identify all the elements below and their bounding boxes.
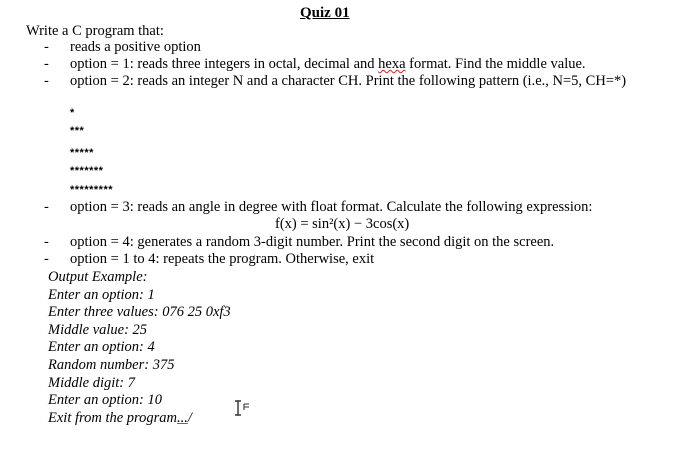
output-line: Enter three values: 076 25 0xf3 <box>48 304 231 321</box>
list-item-text <box>70 56 684 73</box>
pattern-row: ******* <box>70 165 104 177</box>
misspelled-word: hexa <box>378 56 406 72</box>
output-line <box>48 410 231 428</box>
list-item-text: option = 1 to 4: repeats the program. Otherwise, exit <box>70 251 375 267</box>
ellipsis: ... <box>177 409 188 426</box>
output-example <box>48 269 231 427</box>
requirements-list-3 <box>44 234 684 268</box>
pattern-row: * <box>70 107 75 119</box>
option1-text-start: option = 1: reads three integers in octal, decimal and <box>70 56 375 72</box>
bullet-marker: - <box>44 199 49 215</box>
list-item <box>44 234 684 251</box>
list-item-text: reads a positive option <box>70 39 201 55</box>
requirements-list <box>44 39 684 90</box>
output-line: Middle digit: 7 <box>48 374 135 391</box>
list-item <box>44 73 684 90</box>
list-item <box>44 56 684 73</box>
list-item-text: option = 4: generates a random 3-digit number. Print the second digit on the screen. <box>70 234 555 250</box>
exit-slash: / <box>187 409 192 426</box>
output-line: Random number: 375 <box>48 356 175 373</box>
list-item <box>44 251 684 268</box>
pattern-row: ********* <box>70 184 114 196</box>
text-cursor-icon <box>232 399 252 417</box>
bullet-marker: - <box>44 39 49 55</box>
option1-text-end: format. Find the middle value. <box>409 56 586 72</box>
pattern-row: ***** <box>70 147 94 159</box>
exit-text: Exit from the program <box>48 409 178 426</box>
list-item <box>44 199 684 216</box>
bullet-marker: - <box>44 73 49 89</box>
output-line: Enter an option: 4 <box>48 339 155 356</box>
requirements-list-2 <box>44 199 684 216</box>
list-item-text: option = 2: reads an integer N and a character CH. Print the following pattern (i.e., N=5, CH=*) <box>70 73 627 89</box>
pattern-row: *** <box>70 125 85 137</box>
bullet-marker: - <box>44 56 49 72</box>
intro-text: Write a C program that: <box>26 23 164 39</box>
formula: f(x) = sin²(x) − 3cos(x) <box>275 216 410 232</box>
output-heading: Output Example: <box>48 269 148 285</box>
bullet-marker: - <box>44 234 49 250</box>
output-line: Middle value: 25 <box>48 321 148 338</box>
page-title: Quiz 01 <box>300 5 350 21</box>
output-line: Enter an option: 10 <box>48 392 162 409</box>
list-item <box>44 39 684 56</box>
bullet-marker: - <box>44 251 49 267</box>
list-item-text: option = 3: reads an angle in degree with float format. Calculate the following expression: <box>70 199 593 215</box>
output-line: Enter an option: 1 <box>48 286 155 303</box>
